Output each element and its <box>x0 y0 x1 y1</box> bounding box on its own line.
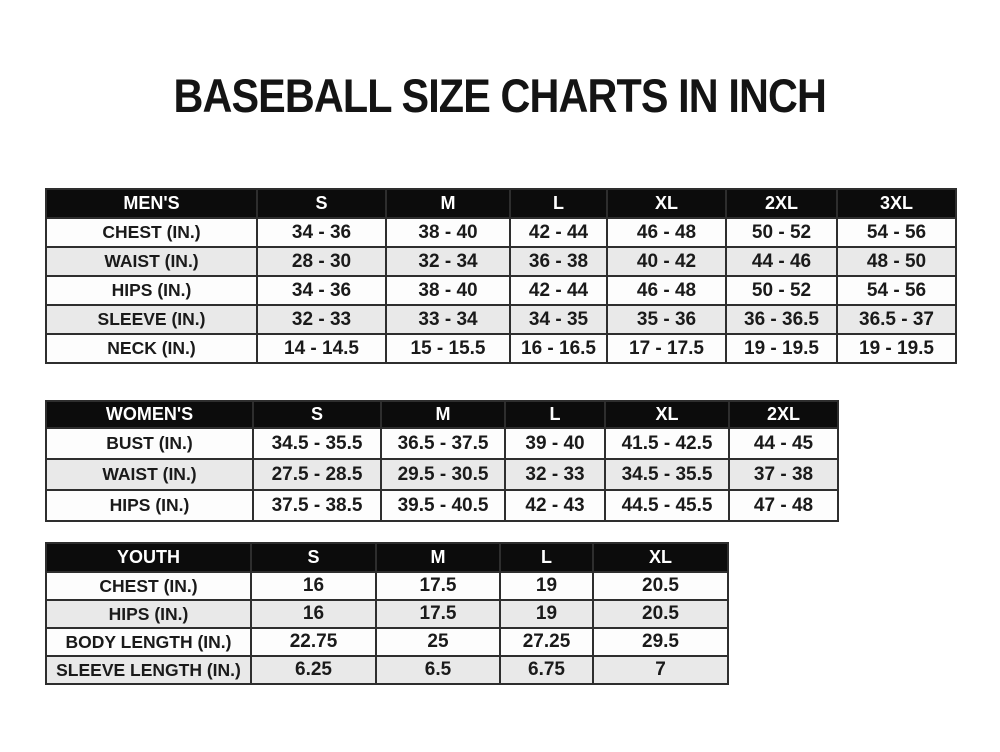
size-value-cell: 32 - 34 <box>386 247 510 276</box>
group-header-cell: YOUTH <box>46 543 251 572</box>
row-label: SLEEVE LENGTH (IN.) <box>46 656 251 684</box>
size-column-header: XL <box>605 401 729 428</box>
size-value-cell: 22.75 <box>251 628 376 656</box>
size-value-cell: 34 - 36 <box>257 218 386 247</box>
size-value-cell: 50 - 52 <box>726 276 837 305</box>
row-label: WAIST (IN.) <box>46 247 257 276</box>
row-label: HIPS (IN.) <box>46 276 257 305</box>
table-row <box>46 600 728 628</box>
size-value-cell: 16 <box>251 572 376 600</box>
size-value-cell: 46 - 48 <box>607 276 726 305</box>
size-value-cell: 48 - 50 <box>837 247 956 276</box>
table-row <box>46 628 728 656</box>
size-value-cell: 42 - 44 <box>510 276 607 305</box>
size-value-cell: 42 - 44 <box>510 218 607 247</box>
size-column-header: S <box>251 543 376 572</box>
size-column-header: M <box>386 189 510 218</box>
table-row <box>46 218 956 247</box>
size-column-header: L <box>505 401 605 428</box>
size-value-cell: 46 - 48 <box>607 218 726 247</box>
size-column-header: XL <box>607 189 726 218</box>
size-value-cell: 20.5 <box>593 572 728 600</box>
row-label: BODY LENGTH (IN.) <box>46 628 251 656</box>
size-value-cell: 25 <box>376 628 500 656</box>
row-label: BUST (IN.) <box>46 428 253 459</box>
size-value-cell: 16 <box>251 600 376 628</box>
size-column-header: M <box>381 401 505 428</box>
size-value-cell: 39.5 - 40.5 <box>381 490 505 521</box>
womens-size-table <box>45 400 839 522</box>
size-value-cell: 17 - 17.5 <box>607 334 726 363</box>
table-row <box>46 656 728 684</box>
size-value-cell: 44.5 - 45.5 <box>605 490 729 521</box>
size-value-cell: 42 - 43 <box>505 490 605 521</box>
group-header-cell: MEN'S <box>46 189 257 218</box>
size-column-header: 2XL <box>726 189 837 218</box>
size-value-cell: 34 - 35 <box>510 305 607 334</box>
size-value-cell: 29.5 <box>593 628 728 656</box>
size-value-cell: 7 <box>593 656 728 684</box>
page-title-text: BASEBALL SIZE CHARTS IN INCH <box>173 69 827 122</box>
header-row <box>46 401 838 428</box>
size-column-header: L <box>510 189 607 218</box>
row-label: HIPS (IN.) <box>46 490 253 521</box>
size-value-cell: 17.5 <box>376 572 500 600</box>
size-value-cell: 54 - 56 <box>837 276 956 305</box>
size-value-cell: 36 - 36.5 <box>726 305 837 334</box>
size-value-cell: 27.25 <box>500 628 593 656</box>
mens-size-table <box>45 188 957 364</box>
size-column-header: 2XL <box>729 401 838 428</box>
table-row <box>46 572 728 600</box>
size-column-header: 3XL <box>837 189 956 218</box>
size-value-cell: 33 - 34 <box>386 305 510 334</box>
size-value-cell: 32 - 33 <box>505 459 605 490</box>
row-label: HIPS (IN.) <box>46 600 251 628</box>
size-value-cell: 34 - 36 <box>257 276 386 305</box>
size-value-cell: 41.5 - 42.5 <box>605 428 729 459</box>
row-label: CHEST (IN.) <box>46 572 251 600</box>
size-value-cell: 28 - 30 <box>257 247 386 276</box>
size-value-cell: 37 - 38 <box>729 459 838 490</box>
size-value-cell: 36.5 - 37.5 <box>381 428 505 459</box>
size-value-cell: 54 - 56 <box>837 218 956 247</box>
table-row <box>46 247 956 276</box>
size-column-header: XL <box>593 543 728 572</box>
size-value-cell: 20.5 <box>593 600 728 628</box>
table-row <box>46 334 956 363</box>
group-header-cell: WOMEN'S <box>46 401 253 428</box>
size-value-cell: 14 - 14.5 <box>257 334 386 363</box>
row-label: SLEEVE (IN.) <box>46 305 257 334</box>
table-row <box>46 428 838 459</box>
size-value-cell: 44 - 46 <box>726 247 837 276</box>
size-value-cell: 19 - 19.5 <box>837 334 956 363</box>
size-value-cell: 36.5 - 37 <box>837 305 956 334</box>
size-value-cell: 16 - 16.5 <box>510 334 607 363</box>
size-value-cell: 6.25 <box>251 656 376 684</box>
size-value-cell: 50 - 52 <box>726 218 837 247</box>
size-value-cell: 19 <box>500 600 593 628</box>
size-value-cell: 15 - 15.5 <box>386 334 510 363</box>
size-column-header: M <box>376 543 500 572</box>
size-value-cell: 19 - 19.5 <box>726 334 837 363</box>
size-value-cell: 34.5 - 35.5 <box>253 428 381 459</box>
size-value-cell: 32 - 33 <box>257 305 386 334</box>
size-value-cell: 44 - 45 <box>729 428 838 459</box>
table-row <box>46 305 956 334</box>
size-column-header: S <box>253 401 381 428</box>
size-value-cell: 40 - 42 <box>607 247 726 276</box>
table-row <box>46 459 838 490</box>
page-title <box>0 68 1000 123</box>
row-label: NECK (IN.) <box>46 334 257 363</box>
size-value-cell: 6.75 <box>500 656 593 684</box>
row-label: WAIST (IN.) <box>46 459 253 490</box>
size-value-cell: 27.5 - 28.5 <box>253 459 381 490</box>
header-row <box>46 189 956 218</box>
size-value-cell: 17.5 <box>376 600 500 628</box>
size-value-cell: 47 - 48 <box>729 490 838 521</box>
youth-size-table <box>45 542 729 685</box>
size-value-cell: 6.5 <box>376 656 500 684</box>
size-value-cell: 34.5 - 35.5 <box>605 459 729 490</box>
header-row <box>46 543 728 572</box>
size-value-cell: 37.5 - 38.5 <box>253 490 381 521</box>
row-label: CHEST (IN.) <box>46 218 257 247</box>
size-value-cell: 36 - 38 <box>510 247 607 276</box>
table-row <box>46 276 956 305</box>
size-column-header: S <box>257 189 386 218</box>
size-value-cell: 39 - 40 <box>505 428 605 459</box>
table-row <box>46 490 838 521</box>
size-value-cell: 29.5 - 30.5 <box>381 459 505 490</box>
size-value-cell: 35 - 36 <box>607 305 726 334</box>
size-value-cell: 19 <box>500 572 593 600</box>
size-value-cell: 38 - 40 <box>386 276 510 305</box>
size-column-header: L <box>500 543 593 572</box>
size-value-cell: 38 - 40 <box>386 218 510 247</box>
